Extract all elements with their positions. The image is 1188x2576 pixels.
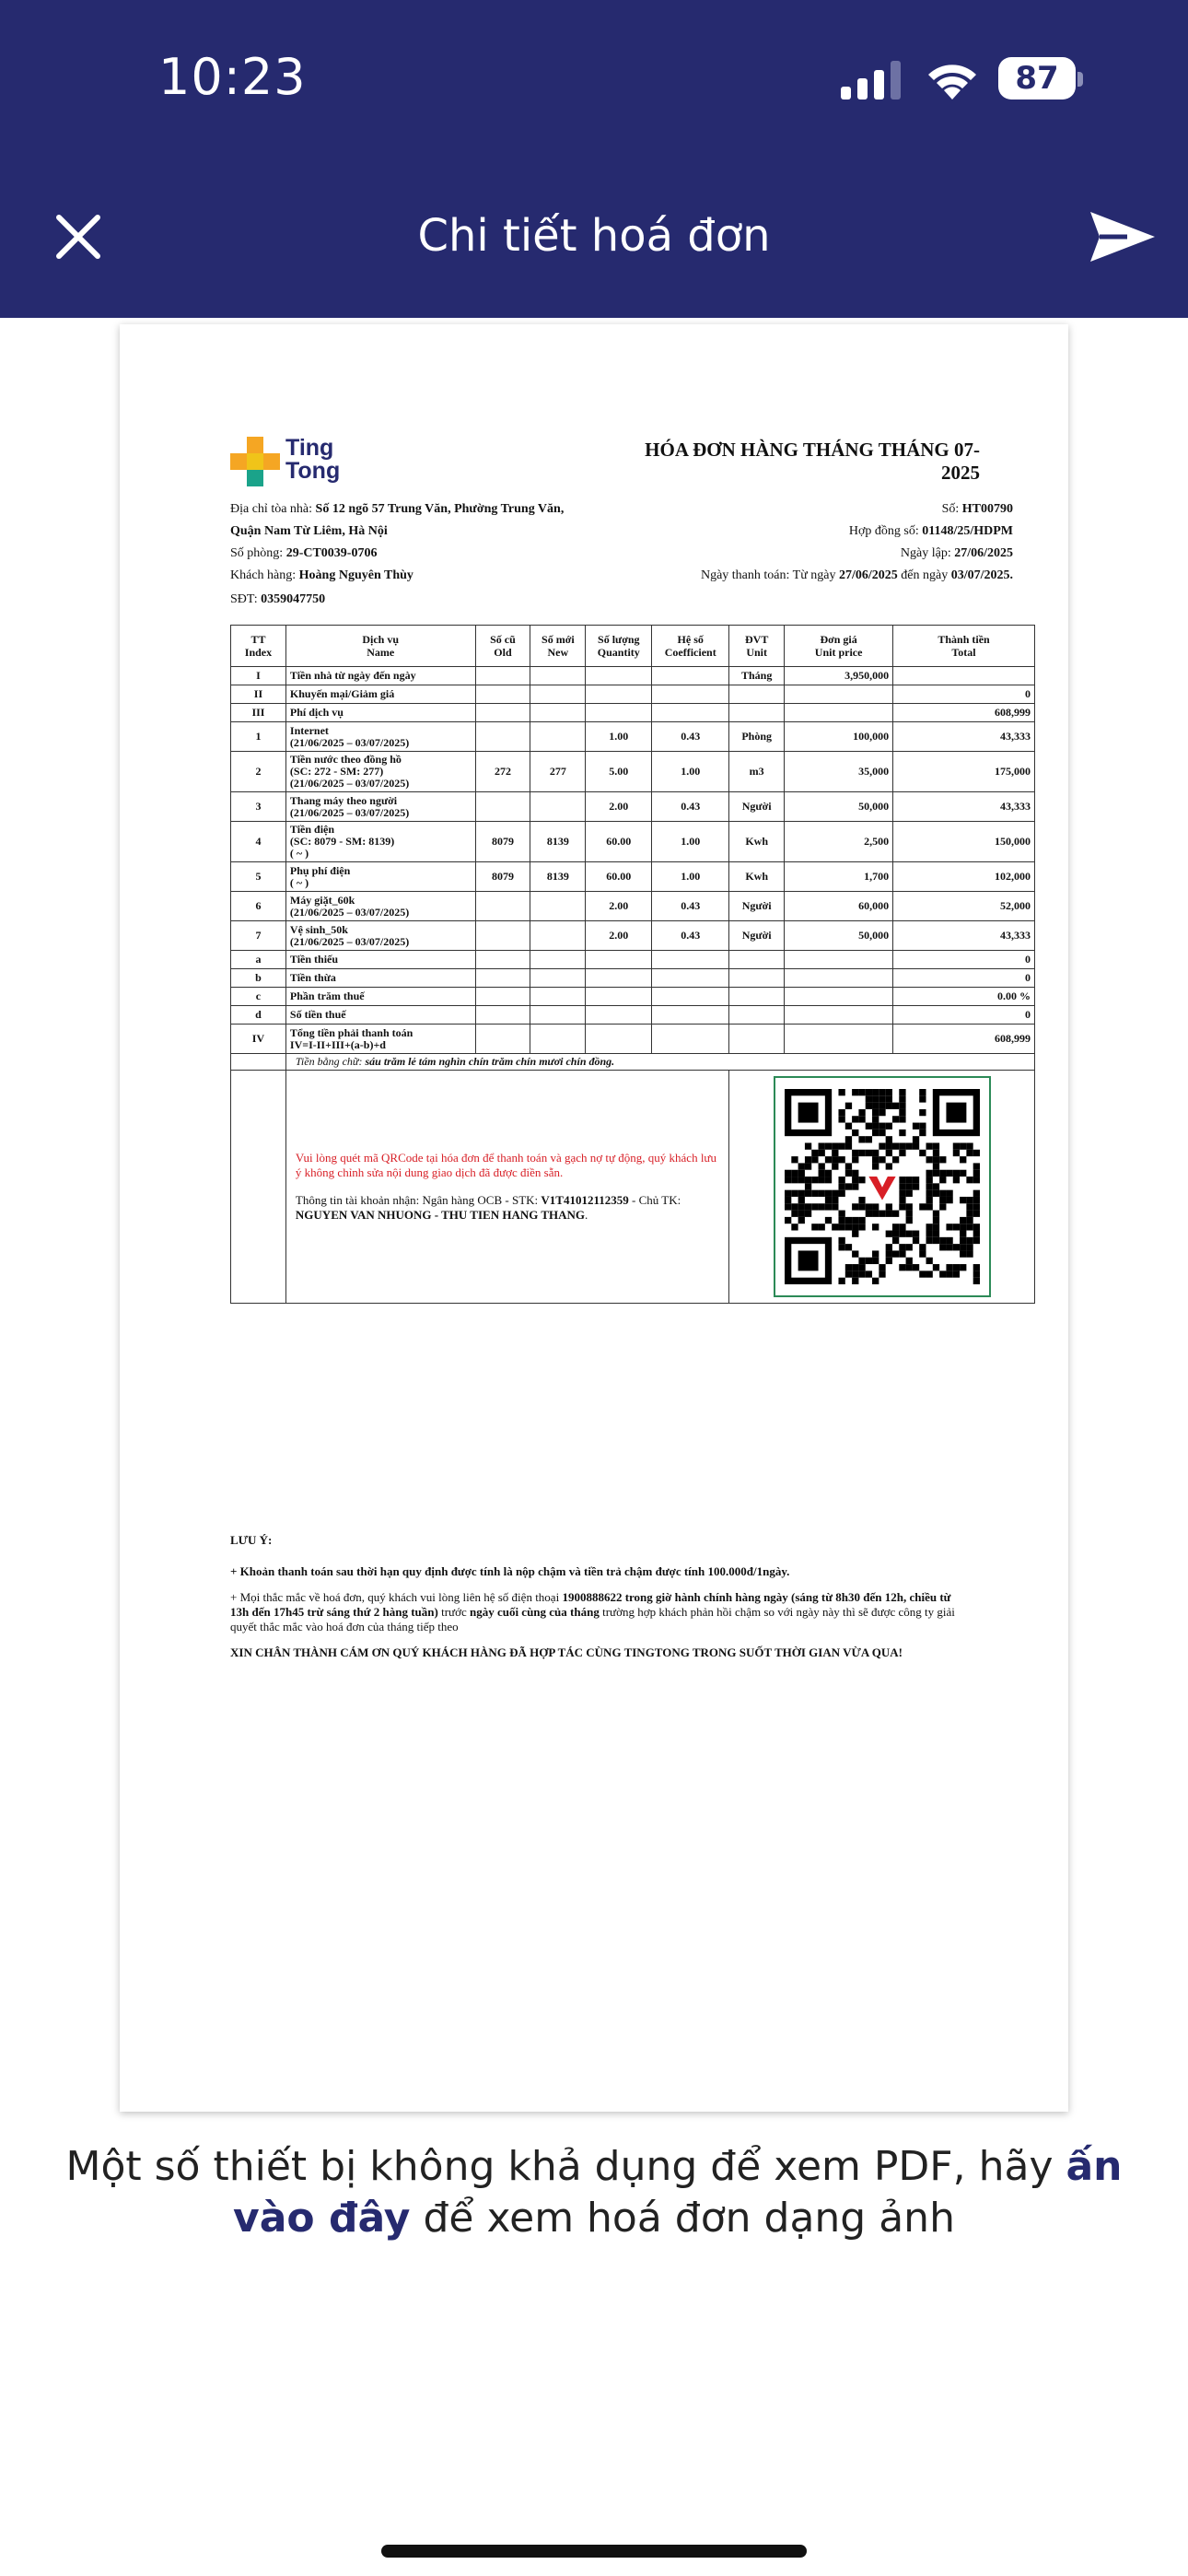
cell-index: c <box>231 988 286 1006</box>
customer-phone: SĐT: 0359047750 <box>230 592 326 606</box>
cell-new <box>530 892 586 921</box>
logo-text: Ting Tong <box>285 435 341 484</box>
invoice-title: HÓA ĐƠN HÀNG THÁNG THÁNG 07- 2025 <box>645 439 980 484</box>
customer-name: Khách hàng: Hoàng Nguyên Thùy <box>230 568 413 582</box>
cell-total: 608,999 <box>893 1025 1035 1054</box>
cell-index: IV <box>231 1025 286 1054</box>
cell-name: Internet (21/06/2025 – 03/07/2025) <box>285 722 475 752</box>
building-address: Địa chỉ tòa nhà: Số 12 ngõ 57 Trung Văn, Phường Trung Văn, <box>230 502 565 516</box>
cell-quantity <box>586 704 652 722</box>
cell-new: 8139 <box>530 862 586 892</box>
cell-quantity <box>586 969 652 988</box>
cell-quantity <box>586 685 652 704</box>
cell-quantity <box>586 1025 652 1054</box>
cell-unit <box>729 1006 785 1025</box>
cell-coefficient: 1.00 <box>652 752 729 792</box>
cell-unit: Người <box>729 792 785 822</box>
cell-unit: Phòng <box>729 722 785 752</box>
cell-name: Tiền điện (SC: 8079 - SM: 8139) ( ~ ) <box>285 822 475 862</box>
cell-index: 1 <box>231 722 286 752</box>
cell-unit <box>729 969 785 988</box>
cell-new <box>530 1006 586 1025</box>
table-row <box>231 792 1035 822</box>
cell-old <box>475 722 530 752</box>
contract-number: Hợp đồng số: 01148/25/HDPM <box>848 524 1013 538</box>
cell-name: Phí dịch vụ <box>285 704 475 722</box>
cell-name: Vệ sinh_50k (21/06/2025 – 03/07/2025) <box>285 921 475 951</box>
cell-name: Khuyến mại/Giảm giá <box>285 685 475 704</box>
cell-unit-price: 3,950,000 <box>785 667 893 685</box>
cell-unit-price: 35,000 <box>785 752 893 792</box>
cell-old <box>475 704 530 722</box>
cell-coefficient: 1.00 <box>652 822 729 862</box>
cell-unit <box>729 685 785 704</box>
cell-quantity <box>586 951 652 969</box>
cell-unit-price <box>785 685 893 704</box>
cell-coefficient <box>652 969 729 988</box>
cell-new: 277 <box>530 752 586 792</box>
cell-name: Tiền nước theo đồng hồ (SC: 272 - SM: 277) (21/06/2025 – 03/07/2025) <box>285 752 475 792</box>
cell-index: 2 <box>231 752 286 792</box>
cell-total: 43,333 <box>893 921 1035 951</box>
table-row <box>231 988 1035 1006</box>
cell-name: Máy giặt_60k (21/06/2025 – 03/07/2025) <box>285 892 475 921</box>
column-header: Số mới New <box>530 626 586 667</box>
cell-unit-price <box>785 1025 893 1054</box>
cell-total <box>893 667 1035 685</box>
cell-name: Số tiền thuế <box>285 1006 475 1025</box>
table-row <box>231 704 1035 722</box>
room-number: Số phòng: 29-CT0039-0706 <box>230 546 378 560</box>
column-header: ĐVT Unit <box>729 626 785 667</box>
cellular-signal-icon <box>841 61 903 100</box>
cell-coefficient: 0.43 <box>652 722 729 752</box>
table-row <box>231 667 1035 685</box>
cell-total: 43,333 <box>893 792 1035 822</box>
cell-quantity <box>586 988 652 1006</box>
cell-quantity: 2.00 <box>586 892 652 921</box>
cell-unit-price: 60,000 <box>785 892 893 921</box>
cell-new <box>530 1025 586 1054</box>
battery-level: 87 <box>1015 60 1059 97</box>
cell-coefficient: 1.00 <box>652 862 729 892</box>
cell-name: Phần trăm thuế <box>285 988 475 1006</box>
pdf-invoice-page[interactable] <box>120 324 1068 2112</box>
wifi-icon <box>923 57 982 101</box>
column-header: TT Index <box>231 626 286 667</box>
cell-unit-price: 100,000 <box>785 722 893 752</box>
column-header: Hệ số Coefficient <box>652 626 729 667</box>
column-header: Thành tiền Total <box>893 626 1035 667</box>
cell-quantity: 60.00 <box>586 822 652 862</box>
cell-total: 102,000 <box>893 862 1035 892</box>
cell-unit-price: 2,500 <box>785 822 893 862</box>
cell-new <box>530 969 586 988</box>
cell-index: 5 <box>231 862 286 892</box>
send-icon[interactable] <box>1087 205 1159 269</box>
cell-quantity: 60.00 <box>586 862 652 892</box>
cell-unit-price <box>785 1006 893 1025</box>
table-row <box>231 1006 1035 1025</box>
cell-old <box>475 921 530 951</box>
cell-total: 150,000 <box>893 822 1035 862</box>
cell-quantity: 2.00 <box>586 921 652 951</box>
cell-old <box>475 951 530 969</box>
cell-total: 0 <box>893 1006 1035 1025</box>
cell-total: 0.00 % <box>893 988 1035 1006</box>
cell-unit <box>729 951 785 969</box>
cell-unit: Kwh <box>729 862 785 892</box>
cell-index: a <box>231 951 286 969</box>
table-row <box>231 951 1035 969</box>
cell-index: I <box>231 667 286 685</box>
cell-name: Thang máy theo người (21/06/2025 – 03/07/2025) <box>285 792 475 822</box>
cell-index: d <box>231 1006 286 1025</box>
cell-unit-price <box>785 951 893 969</box>
column-header: Đơn giá Unit price <box>785 626 893 667</box>
cell-total: 52,000 <box>893 892 1035 921</box>
cell-coefficient <box>652 1025 729 1054</box>
cell-coefficient <box>652 685 729 704</box>
payment-qr-row <box>231 1071 1035 1304</box>
cell-name: Tiền thừa <box>285 969 475 988</box>
cell-unit <box>729 704 785 722</box>
payment-qr-code <box>774 1076 991 1297</box>
cell-old <box>475 792 530 822</box>
table-row <box>231 969 1035 988</box>
cell-old: 8079 <box>475 822 530 862</box>
column-header: Dịch vụ Name <box>285 626 475 667</box>
tingtong-logo-icon <box>230 437 282 488</box>
cell-new <box>530 722 586 752</box>
cell-new <box>530 792 586 822</box>
cell-old <box>475 1006 530 1025</box>
cell-quantity: 2.00 <box>586 792 652 822</box>
cell-unit: Người <box>729 892 785 921</box>
table-row <box>231 1025 1035 1054</box>
cell-unit: m3 <box>729 752 785 792</box>
invoice-notes: LƯU Ý: + Khoản thanh toán sau thời hạn quy định được tính là nộp chậm và tiền trả chậm được tính 100.000đ/1ngày. + Mọi thắc mắc về hoá đơn, quý khách vui lòng liên hệ số điện thoại 1900888622 trong giờ hành chính hàng ngày (sáng từ 8h30 đến 12h, chiều từ 13h đến 17h45 trừ sáng thứ 2 hàng tuần) trước ngày cuối cùng của tháng trường hợp khách phản hồi chậm so với ngày này thì sẽ được công ty giải quyết thắc mắc vào hoá đơn của tháng tiếp theo XIN CHÂN THÀNH CÁM ƠN QUÝ KHÁCH HÀNG ĐÃ HỢP TÁC CÙNG TINGTONG TRONG SUỐT THỜI GIAN VỪA QUA! <box>230 1533 955 1659</box>
table-header-row <box>231 626 1035 667</box>
cell-unit-price <box>785 704 893 722</box>
column-header: Số lượng Quantity <box>586 626 652 667</box>
cell-total: 608,999 <box>893 704 1035 722</box>
table-row <box>231 752 1035 792</box>
cell-unit-price: 50,000 <box>785 921 893 951</box>
cell-coefficient <box>652 1006 729 1025</box>
cell-unit: Người <box>729 921 785 951</box>
cell-index: b <box>231 969 286 988</box>
cell-coefficient: 0.43 <box>652 792 729 822</box>
cell-unit <box>729 1025 785 1054</box>
cell-new <box>530 667 586 685</box>
cell-new <box>530 988 586 1006</box>
cell-index: III <box>231 704 286 722</box>
cell-coefficient <box>652 704 729 722</box>
column-header: Số cũ Old <box>475 626 530 667</box>
cell-quantity: 1.00 <box>586 722 652 752</box>
cell-unit: Tháng <box>729 667 785 685</box>
cell-unit-price: 50,000 <box>785 792 893 822</box>
page-title: Chi tiết hoá đơn <box>417 210 771 262</box>
cell-index: 7 <box>231 921 286 951</box>
cell-coefficient <box>652 667 729 685</box>
cell-name: Phụ phí điện ( ~ ) <box>285 862 475 892</box>
cell-old <box>475 988 530 1006</box>
cell-index: 6 <box>231 892 286 921</box>
cell-total: 0 <box>893 969 1035 988</box>
issue-date: Ngày lập: 27/06/2025 <box>900 546 1013 560</box>
cell-name: Tiền thiếu <box>285 951 475 969</box>
table-row <box>231 685 1035 704</box>
cell-new <box>530 921 586 951</box>
cell-new: 8139 <box>530 822 586 862</box>
table-row <box>231 921 1035 951</box>
cell-old: 272 <box>475 752 530 792</box>
cell-index: 4 <box>231 822 286 862</box>
cell-old <box>475 892 530 921</box>
pdf-fallback-message: Một số thiết bị không khả dụng để xem PDF, hãy ấn vào đây để xem hoá đơn dạng ảnh <box>65 2143 1123 2242</box>
amount-in-words-row: Tiền bằng chữ: sáu trăm lẻ tám nghìn chín trăm chín mươi chín đồng. <box>231 1054 1035 1071</box>
table-row <box>231 892 1035 921</box>
cell-new <box>530 951 586 969</box>
cell-total: 0 <box>893 685 1035 704</box>
cell-old <box>475 969 530 988</box>
cell-total: 0 <box>893 951 1035 969</box>
table-row <box>231 722 1035 752</box>
battery-icon <box>998 57 1083 100</box>
cell-new <box>530 685 586 704</box>
building-address-line2: Quận Nam Từ Liêm, Hà Nội <box>230 524 388 538</box>
cell-unit: Kwh <box>729 822 785 862</box>
cell-old: 8079 <box>475 862 530 892</box>
cell-unit-price: 1,700 <box>785 862 893 892</box>
home-indicator[interactable] <box>381 2545 807 2558</box>
cell-name: Tổng tiền phải thanh toán IV=I-II+III+(a-b)+d <box>285 1025 475 1054</box>
cell-quantity: 5.00 <box>586 752 652 792</box>
payment-period: Ngày thanh toán: Từ ngày 27/06/2025 đến ngày 03/07/2025. <box>700 568 1013 582</box>
cell-quantity <box>586 667 652 685</box>
invoice-number: Số: HT00790 <box>941 502 1013 516</box>
cell-total: 175,000 <box>893 752 1035 792</box>
cell-coefficient <box>652 951 729 969</box>
cell-old <box>475 1025 530 1054</box>
qr-code-icon <box>785 1089 980 1284</box>
cell-coefficient <box>652 988 729 1006</box>
cell-old <box>475 685 530 704</box>
cell-coefficient: 0.43 <box>652 921 729 951</box>
cell-name: Tiền nhà từ ngày đến ngày <box>285 667 475 685</box>
invoice-table <box>230 625 1035 1304</box>
qr-notice: Vui lòng quét mã QRCode tại hóa đơn để thanh toán và gạch nợ tự động, quý khách lưu ý không chỉnh sửa nội dung giao dịch đã được điền sẵn. <box>295 1151 716 1179</box>
cell-unit <box>729 988 785 1006</box>
status-time: 10:23 <box>158 48 307 106</box>
table-row <box>231 862 1035 892</box>
cell-old <box>475 667 530 685</box>
view-image-link[interactable]: ấn vào đây <box>233 2143 1123 2242</box>
cell-index: II <box>231 685 286 704</box>
cell-quantity <box>586 1006 652 1025</box>
app-header <box>0 0 1188 318</box>
cell-coefficient: 0.43 <box>652 892 729 921</box>
cell-total: 43,333 <box>893 722 1035 752</box>
cell-index: 3 <box>231 792 286 822</box>
cell-unit-price <box>785 988 893 1006</box>
table-row <box>231 822 1035 862</box>
bank-info: Thông tin tài khoản nhận: Ngân hàng OCB - STK: V1T41012112359 - Chủ TK: NGUYEN VAN NHUONG - THU TIEN HANG THANG. <box>295 1193 681 1222</box>
cell-new <box>530 704 586 722</box>
cell-unit-price <box>785 969 893 988</box>
